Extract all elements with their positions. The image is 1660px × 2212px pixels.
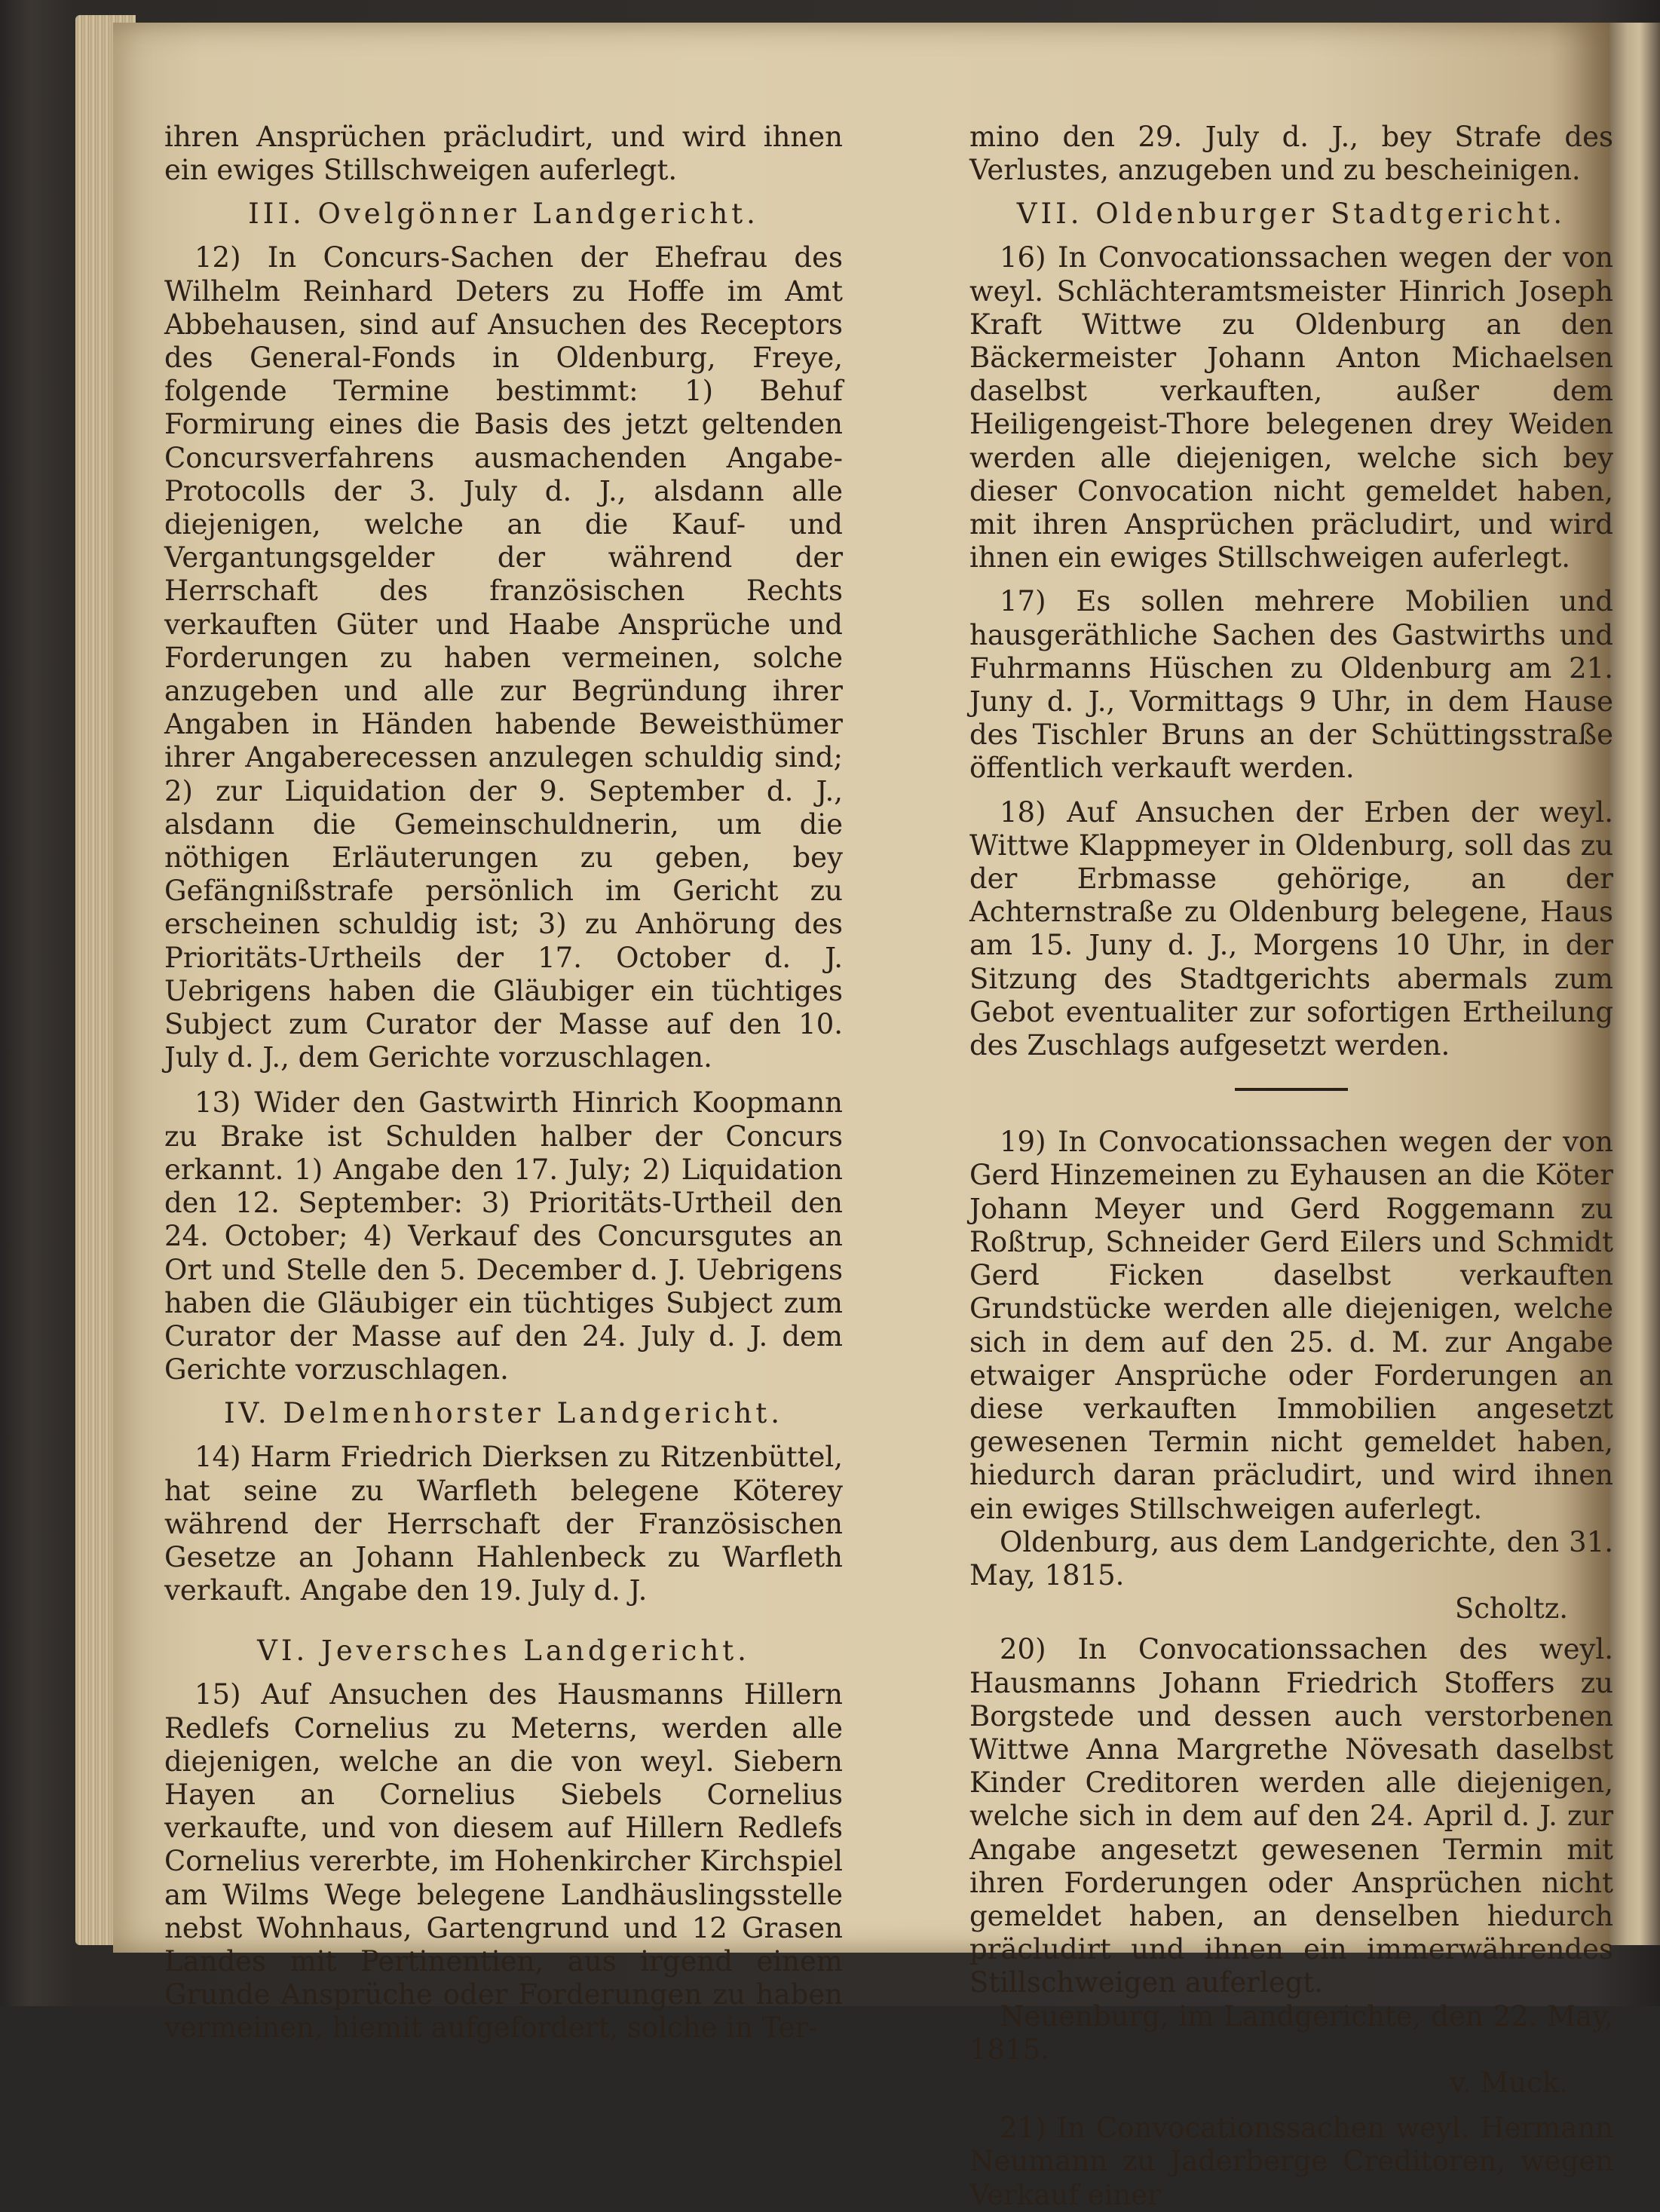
notice-paragraph-13: 13) Wider den Gastwirth Hinrich Koopmann zu Brake ist Schulden halber der Concurs erkannt. 1) Angabe den 17. July; 2) Liquidation den 12. September: 3) Prioritäts-Urtheil den 24. October; 4) Verkauf des Concursgutes an Ort und Stelle den 5. December d. J. Uebrigens haben die Gläubiger ein tüchtiges Subject zum Curator der Masse auf den 24. July d. J. dem Gerichte vorzuschlagen. [164, 1086, 843, 1386]
left-text-column [164, 121, 843, 2045]
notice-paragraph-18: 18) Auf Ansuchen der Erben der weyl. Wittwe Klappmeyer in Oldenburg, soll das zu der Erbmasse gehörige, an der Achternstraße zu Oldenburg belegene, Haus am 15. Juny d. J., Morgens 10 Uhr, in der Sitzung des Stadtgerichts abermals zum Gebot eventualiter zur sofortigen Ertheilung des Zuschlags aufgesetzt werden. [969, 795, 1613, 1062]
section-heading-delmenhorst: IV. Delmenhorster Landgericht. [223, 1397, 784, 1430]
notice-paragraph-20: 20) In Convocationssachen des weyl. Hausmanns Johann Friedrich Stoffers zu Borgstede und dessen auch verstorbenen Wittwe Anna Margrethe Növesath daselbst Kinder Creditoren werden alle diejenigen, welche sich in dem auf den 24. April d. J. zur Angabe angesetzt gewesenen Termin mit ihren Forderungen oder Ansprüchen nicht gemeldet haben, an denselben hiedurch präcludirt und ihnen ein immerwährendes Stillschweigen auferlegt. [969, 1633, 1613, 1999]
opposite-page-edge [1609, 23, 1660, 1945]
notice-paragraph-21: 21) In Convocationssachen weyl. Hermann Neumann zu Jaderberge Creditoren, wegen Verkauf einer [969, 2112, 1613, 2211]
notice-paragraph-12: 12) In Concurs-Sachen der Ehefrau des Wilhelm Reinhard Deters zu Hoffe im Amt Abbehausen, sind auf Ansuchen des Receptors des General-Fonds in Oldenburg, Freye, folgende Termine bestimmt: 1) Behuf Formirung eines die Basis des jetzt geltenden Concursverfahrens ausmachenden Angabe-Protocolls der 3. July d. J., alsdann alle diejenigen, welche an die Kauf- und Vergantungsgelder der während der Herrschaft des französischen Rechts verkauften Güter und Haabe Ansprüche und Forderungen zu haben vermeinen, solche anzugeben und alle zur Begründung ihrer Angaben in Händen habende Beweisthümer ihrer Angaberecessen anzulegen schuldig sind; 2) zur Liquidation der 9. September d. J., alsdann die Gemeinschuldnerin, um die nöthigen Erläuterungen zu geben, bey Gefängnißstrafe persönlich im Gericht zu erscheinen schuldig ist; 3) zu Anhörung des Prioritäts-Urtheils der 17. October d. J. Uebrigens haben die Gläubiger ein tüchtiges Subject zum Curator der Masse auf den 10. July d. J., dem Gerichte vorzuschlagen. [164, 241, 843, 1074]
section-heading-ovelgoenne: III. Ovelgönner Landgericht. [248, 198, 759, 231]
signature-place-date-20: Neuenburg, im Landgerichte, den 22. May, 1815. [969, 1999, 1613, 2066]
notice-paragraph-16: 16) In Convocationssachen wegen der von weyl. Schlächteramtsmeister Hinrich Joseph Kraft Wittwe zu Oldenburg an den Bäckermeister Johann Anton Michaelsen daselbst verkauften, außer dem Heiligengeist-Thore belegenen drey Weiden werden alle diejenigen, welche sich bey dieser Convocation nicht gemeldet haben, mit ihren Ansprüchen präcludirt, und wird ihnen ein ewiges Stillschweigen auferlegt. [969, 241, 1613, 574]
signature-name-20: v. Muck. [1450, 2066, 1568, 2099]
signature-line-20 [969, 2066, 1613, 2100]
section-divider-rule [1235, 1088, 1348, 1091]
notice-paragraph-19: 19) In Convocationssachen wegen der von Gerd Hinzemeinen zu Eyhausen an die Köter Johann Meyer und Gerd Roggemann zu Roßtrup, Schneider Gerd Eilers und Schmidt Gerd Ficken daselbst verkauften Grundstücke werden alle diejenigen, welche sich in dem auf den 25. d. M. zur Angabe etwaiger Ansprüche oder Forderungen an diese verkauften Immobilien angesetzt gewesenen Termin nicht gemeldet haben, hiedurch daran präcludirt, und wird ihnen ein ewiges Stillschweigen auferlegt. [969, 1126, 1613, 1525]
notice-paragraph-14: 14) Harm Friedrich Dierksen zu Ritzenbüttel, hat seine zu Warfleth belegene Köterey während der Herrschaft der Französischen Gesetze an Johann Hahlenbeck zu Warfleth verkauft. Angabe den 19. July d. J. [164, 1441, 843, 1607]
notice-paragraph-17: 17) Es sollen mehrere Mobilien und hausgeräthliche Sachen des Gastwirths und Fuhrmanns Hüschen zu Oldenburg am 21. Juny d. J., Vormittags 9 Uhr, in dem Hause des Tischler Bruns an der Schüttingsstraße öffentlich verkauft werden. [969, 585, 1613, 785]
continuation-paragraph-right: mino den 29. July d. J., bey Strafe des Verlustes, anzugeben und zu bescheinigen. [969, 121, 1613, 187]
right-text-column [969, 121, 1613, 2212]
section-heading-oldenburg-stadt: VII. Oldenburger Stadtgericht. [1016, 198, 1567, 231]
continuation-paragraph: ihren Ansprüchen präcludirt, und wird ihnen ein ewiges Stillschweigen auferlegt. [164, 121, 843, 187]
signature-place-date-19: Oldenburg, aus dem Landgerichte, den 31. May, 1815. [969, 1525, 1613, 1592]
section-heading-jever: VI. Jeversches Landgericht. [257, 1634, 750, 1668]
notice-paragraph-15: 15) Auf Ansuchen des Hausmanns Hillern Redlefs Cornelius zu Meterns, werden alle diejenigen, welche an die von weyl. Siebern Hayen an Cornelius Siebels Cornelius verkaufte, und von diesem auf Hillern Redlefs Cornelius vererbte, im Hohenkircher Kirchspiel am Wilms Wege belegene Landhäuslingsstelle nebst Wohnhaus, Gartengrund und 12 Grasen Landes mit Pertinentien, aus irgend einem Grunde Ansprüche oder Forderungen zu haben vermeinen, hiemit aufgefordert, solche in Ter- [164, 1678, 843, 2045]
signature-name-19: Scholtz. [1454, 1592, 1568, 1625]
signature-line-19 [969, 1592, 1613, 1625]
